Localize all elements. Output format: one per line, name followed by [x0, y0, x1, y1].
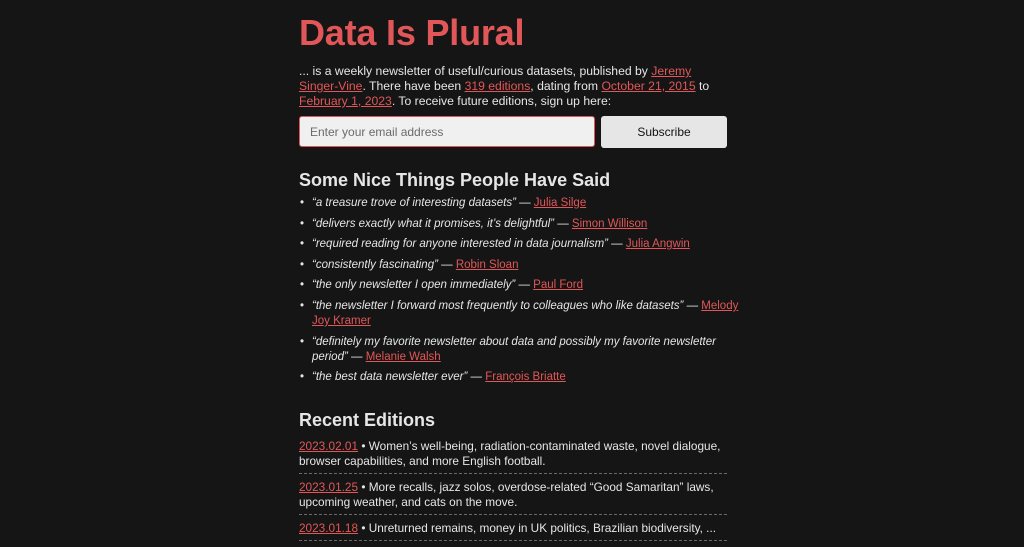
- intro-paragraph: [299, 64, 727, 109]
- quote-item: [312, 196, 740, 211]
- quote-text: “consistently fascinating”: [312, 258, 438, 271]
- quotes-heading: Some Nice Things People Have Said: [299, 170, 611, 190]
- quote-dash: —: [683, 299, 702, 312]
- quote-author-link[interactable]: François Briatte: [485, 371, 566, 384]
- quote-text: “the newsletter I forward most frequently to colleagues who like datasets”: [312, 299, 684, 312]
- quote-author-link[interactable]: Melanie Walsh: [365, 350, 441, 363]
- edition-date-link[interactable]: 2023.01.25: [299, 480, 359, 494]
- intro-text-2: . There have been: [362, 79, 465, 93]
- intro-text-1: ... is a weekly newsletter of useful/curious datasets, published by: [299, 64, 652, 78]
- quote-text: “the only newsletter I open immediately”: [312, 279, 516, 292]
- intro-text-4: to: [695, 79, 710, 93]
- recent-editions-heading: Recent Editions: [299, 410, 436, 430]
- quote-dash: —: [437, 258, 456, 271]
- end-date-link[interactable]: February 1, 2023: [299, 94, 392, 108]
- quote-author-link[interactable]: Julia Angwin: [625, 238, 690, 251]
- edition-date-link[interactable]: 2023.02.01: [299, 439, 359, 453]
- quote-author-link[interactable]: Melody Joy Kramer: [312, 299, 739, 327]
- quote-item: [312, 237, 740, 252]
- quote-item: [312, 370, 740, 385]
- quote-item: [312, 258, 740, 273]
- edition-summary: • More recalls, jazz solos, overdose-related “Good Samaritan” laws, upcoming weather, and cats on the move.: [299, 480, 714, 509]
- quote-dash: —: [515, 197, 534, 209]
- email-input[interactable]: [299, 116, 595, 147]
- quote-dash: —: [347, 350, 366, 363]
- editions-list: [299, 439, 727, 547]
- quote-author-link[interactable]: Paul Ford: [533, 279, 584, 292]
- intro-text-3: , dating from: [530, 79, 602, 93]
- quote-item: [312, 299, 740, 329]
- quote-author-link[interactable]: Robin Sloan: [455, 258, 519, 271]
- quote-text: “a treasure trove of interesting datasets”: [312, 197, 516, 209]
- quote-dash: —: [467, 371, 486, 384]
- quote-dash: —: [607, 238, 626, 251]
- quote-dash: —: [554, 217, 572, 230]
- site-title: Data Is Plural: [299, 12, 525, 53]
- quote-dash: —: [515, 279, 534, 292]
- quote-text: “definitely my favorite newsletter about data and possibly my favorite newsletter period”: [312, 335, 716, 363]
- editions-link[interactable]: 319 editions: [464, 79, 531, 93]
- signup-form: [299, 116, 727, 148]
- author-link[interactable]: Jeremy Singer-Vine: [299, 64, 692, 93]
- quote-author-link[interactable]: Julia Silge: [533, 197, 587, 209]
- edition-item: [299, 439, 727, 474]
- start-date-link[interactable]: October 21, 2015: [601, 79, 696, 93]
- edition-summary: • Women’s well-being, radiation-contaminated waste, novel dialogue, browser capabilities, and more English football.: [299, 439, 721, 468]
- edition-item: [299, 521, 727, 541]
- edition-date-link[interactable]: 2023.01.18: [299, 521, 359, 535]
- quote-item: [312, 278, 740, 293]
- quote-text: “delivers exactly what it promises, it’s delightful”: [312, 217, 555, 230]
- edition-summary: • Unreturned remains, money in UK politics, Brazilian biodiversity, ...: [358, 521, 717, 535]
- quotes-list: [299, 196, 740, 391]
- subscribe-button[interactable]: Subscribe: [601, 116, 727, 148]
- quote-item: [312, 335, 740, 365]
- quote-text: “required reading for anyone interested in data journalism”: [312, 238, 608, 251]
- intro-text-5: . To receive future editions, sign up here:: [391, 94, 612, 108]
- edition-item: [299, 480, 727, 515]
- quote-author-link[interactable]: Simon Willison: [571, 217, 648, 230]
- quote-item: [312, 217, 740, 232]
- quote-text: “the best data newsletter ever”: [312, 371, 468, 384]
